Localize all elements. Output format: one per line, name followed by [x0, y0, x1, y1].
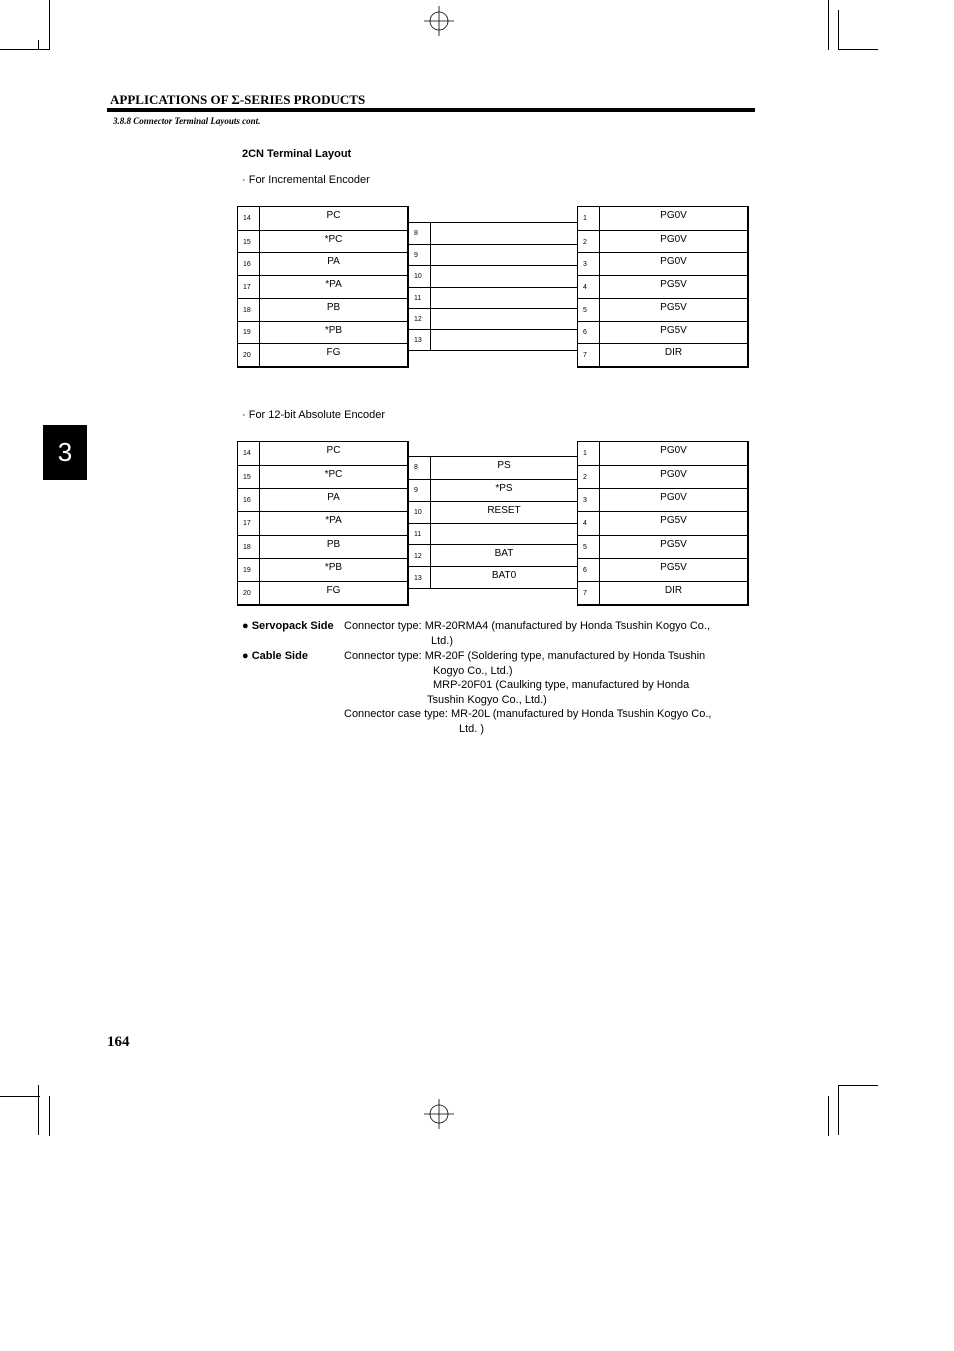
terminal-row [578, 321, 747, 345]
pin-number: 14 [238, 442, 260, 465]
pin-number: 6 [578, 559, 600, 582]
terminal-row [409, 566, 577, 589]
signal-name [431, 245, 577, 266]
cable-connector-caulking: MRP-20F01 (Caulking type, manufactured by Honda [433, 679, 690, 692]
terminal-row [409, 265, 577, 287]
pin-number: 1 [578, 207, 600, 230]
terminal-row [409, 223, 577, 244]
pin-number: 2 [578, 466, 600, 489]
crop-mark [828, 1096, 829, 1136]
crop-mark [0, 49, 50, 50]
terminal-row [238, 252, 407, 276]
pin-number: 20 [238, 582, 260, 605]
pin-number: 14 [238, 207, 260, 230]
terminal-row [409, 501, 577, 524]
cable-connector-caulking-cont: Tsushin Kogyo Co., Ltd.) [427, 693, 547, 706]
absolute-left-terminal-block [237, 441, 409, 606]
terminal-row [578, 511, 747, 535]
connector-case-type: Connector case type: MR-20L (manufactured by Honda Tsushin Kogyo Co., [344, 708, 712, 721]
signal-name: PG0V [660, 233, 687, 245]
signal-name: FG [326, 347, 341, 359]
pin-number: 16 [238, 253, 260, 276]
terminal-row [238, 558, 407, 582]
servopack-connector-type: Connector type: MR-20RMA4 (manufactured by Honda Tsushin Kogyo Co., [344, 620, 711, 632]
pin-number: 18 [238, 299, 260, 322]
signal-name: FG [326, 584, 341, 596]
terminal-row [238, 230, 407, 254]
crop-mark [49, 0, 50, 50]
terminal-row [409, 308, 577, 330]
crop-mark [38, 1085, 39, 1135]
signal-name: BAT0 [491, 570, 517, 582]
chapter-tab: 3 [43, 425, 87, 480]
terminal-row [238, 298, 407, 322]
terminal-row [578, 581, 747, 605]
pin-number: 10 [409, 502, 431, 524]
pin-number: 12 [409, 545, 431, 567]
pin-number: 9 [409, 245, 431, 266]
signal-name: PC [326, 210, 341, 221]
pin-number: 6 [578, 322, 600, 345]
signal-name: BAT [494, 548, 514, 560]
terminal-row [238, 511, 407, 535]
signal-name [431, 266, 577, 287]
signal-name: *PB [324, 561, 343, 573]
pin-number: 19 [238, 322, 260, 345]
crop-mark [49, 1096, 50, 1136]
signal-name: PS [497, 460, 511, 471]
signal-name: PG0V [660, 445, 687, 456]
signal-name: *PC [324, 469, 343, 481]
pin-number: 4 [578, 512, 600, 535]
crop-mark [38, 40, 39, 50]
terminal-row [238, 465, 407, 489]
pin-number: 15 [238, 466, 260, 489]
pin-number: 5 [578, 536, 600, 559]
signal-name: *PS [495, 482, 513, 494]
terminal-row [578, 535, 747, 559]
pin-number: 11 [409, 524, 431, 546]
pin-number: 2 [578, 231, 600, 254]
crop-mark [838, 10, 839, 50]
terminal-row [409, 523, 577, 546]
pin-number: 9 [409, 480, 431, 502]
signal-name: PG5V [660, 515, 687, 527]
signal-name: PG5V [660, 279, 687, 291]
pin-number: 12 [409, 309, 431, 330]
signal-name: *PB [324, 324, 343, 336]
signal-name [431, 330, 577, 351]
pin-number: 1 [578, 442, 600, 465]
signal-name: PB [326, 538, 341, 550]
pin-number: 18 [238, 536, 260, 559]
cable-connector-type-cont: Kogyo Co., Ltd.) [433, 664, 513, 677]
signal-name: PG5V [660, 301, 687, 313]
incremental-right-terminal-block [577, 206, 749, 368]
page-number: 164 [107, 1034, 130, 1050]
pin-number: 13 [409, 567, 431, 589]
section-title: 2CN Terminal Layout [242, 148, 352, 160]
pin-number: 11 [409, 288, 431, 309]
crop-mark [0, 1096, 40, 1097]
header-rule [107, 108, 755, 112]
incremental-encoder-label: · For Incremental Encoder [242, 174, 370, 186]
crop-mark [838, 1085, 878, 1086]
pin-number: 4 [578, 276, 600, 299]
absolute-right-terminal-block [577, 441, 749, 606]
servopack-connector-type-cont: Ltd.) [431, 634, 454, 647]
signal-name: PA [327, 492, 340, 504]
signal-name: PG0V [660, 210, 687, 221]
signal-name: PG0V [660, 256, 687, 268]
signal-name: RESET [487, 504, 521, 516]
cable-side-note [242, 649, 762, 737]
signal-name [431, 288, 577, 309]
pin-number: 15 [238, 231, 260, 254]
terminal-row [238, 321, 407, 345]
terminal-row [409, 457, 577, 479]
pin-number: 17 [238, 276, 260, 299]
terminal-row [578, 488, 747, 512]
pin-number: 17 [238, 512, 260, 535]
registration-mark-icon [424, 1099, 454, 1129]
signal-name: PG5V [660, 561, 687, 573]
section-subheading: 3.8.8 Connector Terminal Layouts cont. [113, 116, 261, 126]
pin-number: 8 [409, 223, 431, 244]
terminal-row [238, 581, 407, 605]
pin-number: 13 [409, 330, 431, 351]
pin-number: 20 [238, 344, 260, 367]
terminal-row [409, 329, 577, 351]
terminal-row [409, 544, 577, 567]
servopack-side-note [242, 619, 762, 648]
signal-name [431, 309, 577, 330]
terminal-row [238, 535, 407, 559]
pin-number: 10 [409, 266, 431, 287]
terminal-row [238, 207, 407, 230]
crop-mark [838, 49, 878, 50]
crop-mark [828, 0, 829, 50]
cable-side-label: ● Cable Side [242, 650, 308, 662]
terminal-row [578, 275, 747, 299]
terminal-row [578, 252, 747, 276]
signal-name: PG0V [660, 469, 687, 481]
signal-name: *PC [324, 233, 343, 245]
pin-number: 7 [578, 582, 600, 605]
signal-name: PA [327, 256, 340, 268]
signal-name: DIR [664, 584, 683, 596]
terminal-row [238, 343, 407, 367]
pin-number: 5 [578, 299, 600, 322]
signal-name: PG5V [660, 324, 687, 336]
signal-name: PG5V [660, 538, 687, 550]
servopack-side-label: ● Servopack Side [242, 620, 334, 632]
signal-name [431, 223, 577, 244]
pin-number: 16 [238, 489, 260, 512]
terminal-row [409, 244, 577, 266]
terminal-row [578, 230, 747, 254]
signal-name: *PA [325, 279, 342, 291]
terminal-row [409, 479, 577, 502]
terminal-row [578, 465, 747, 489]
terminal-row [238, 275, 407, 299]
pin-number: 3 [578, 489, 600, 512]
terminal-row [409, 287, 577, 309]
terminal-row [578, 343, 747, 367]
incremental-left-terminal-block [237, 206, 409, 368]
terminal-row [578, 442, 747, 465]
pin-number: 3 [578, 253, 600, 276]
pin-number: 8 [409, 457, 431, 479]
incremental-middle-terminal-block [408, 222, 578, 351]
terminal-row [578, 298, 747, 322]
signal-name: PC [326, 445, 341, 456]
signal-name: DIR [664, 347, 683, 359]
terminal-row [578, 558, 747, 582]
signal-name: PG0V [660, 492, 687, 504]
connector-case-type-cont: Ltd. ) [459, 722, 485, 735]
registration-mark-icon [424, 6, 454, 36]
absolute-encoder-label: · For 12-bit Absolute Encoder [242, 409, 386, 421]
signal-name [431, 524, 577, 546]
terminal-row [238, 442, 407, 465]
pin-number: 19 [238, 559, 260, 582]
pin-number: 7 [578, 344, 600, 367]
signal-name: PB [326, 301, 341, 313]
absolute-middle-terminal-block [408, 456, 578, 589]
cable-connector-type: Connector type: MR-20F (Soldering type, manufactured by Honda Tsushin [344, 650, 706, 662]
terminal-row [578, 207, 747, 230]
signal-name: *PA [325, 515, 342, 527]
terminal-row [238, 488, 407, 512]
crop-mark [838, 1085, 839, 1135]
running-header-title: APPLICATIONS OF Σ-SERIES PRODUCTS [110, 92, 366, 107]
